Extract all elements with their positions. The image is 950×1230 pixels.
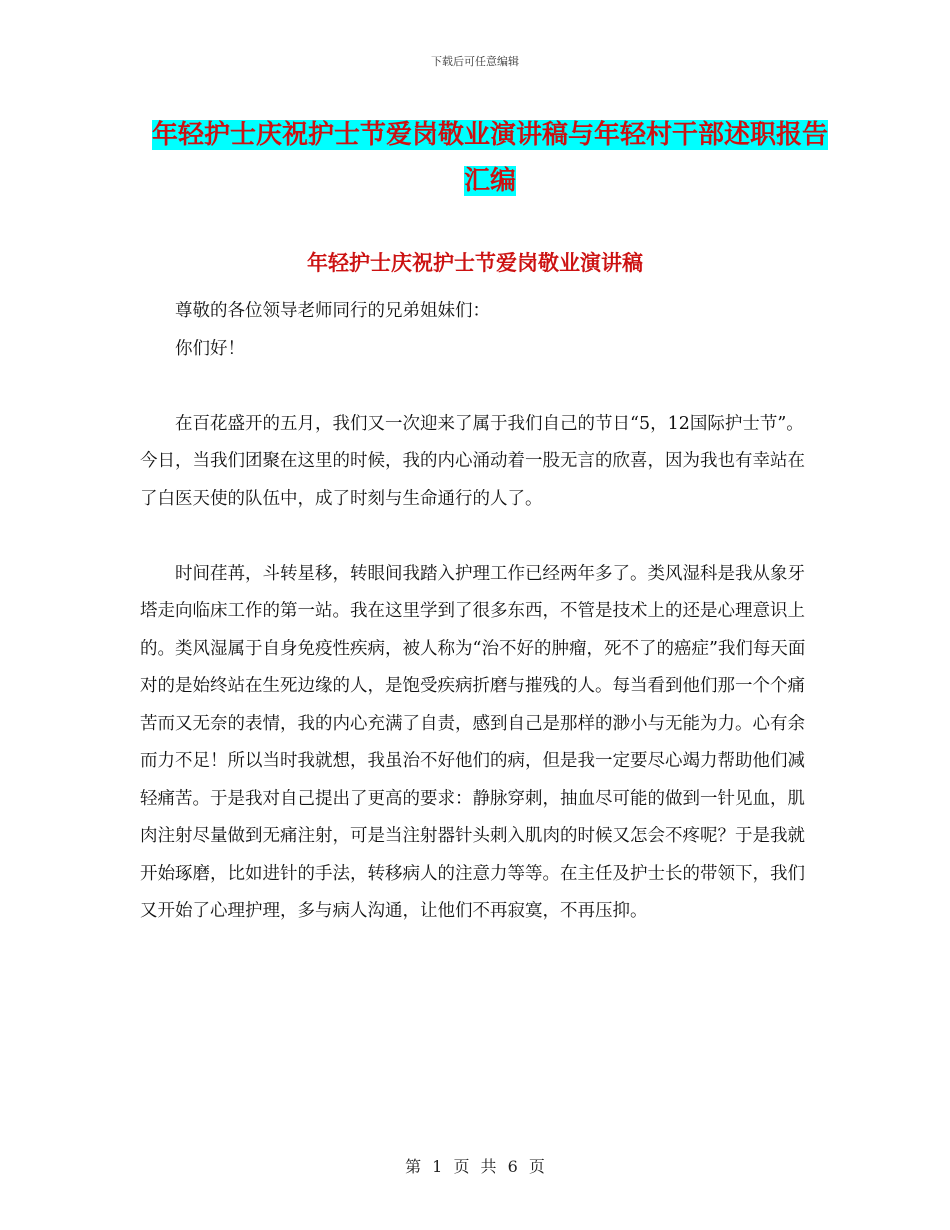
- main-title: [140, 112, 840, 204]
- paragraph: 时间荏苒，斗转星移，转眼间我踏入护理工作已经两年多了。类风湿科是我从象牙塔走向临床工作的第一站。我在这里学到了很多东西，不管是技术上的还是心理意识上的。类风湿属于自身免疫性疾病，被人称为“治不好的肿瘤，死不了的癌症”我们每天面对的是始终站在生死边缘的人，是饱受疾病折磨与摧残的人。每当看到他们那一个个痛苦而又无奈的表情，我的内心充满了自责，感到自己是那样的渺小与无能为力。心有余而力不足！所以当时我就想，我虽治不好他们的病，但是我一定要尽心竭力帮助他们减轻痛苦。于是我对自己提出了更高的要求：静脉穿刺，抽血尽可能的做到一针见血，肌肉注射尽量做到无痛注射，可是当注射器针头刺入肌肉的时候又怎会不疼呢？于是我就开始琢磨，比如进针的手法，转移病人的注意力等等。在主任及护士长的带领下，我们又开始了心理护理，多与病人沟通，让他们不再寂寞，不再压抑。: [140, 563, 806, 921]
- paragraph: 在百花盛开的五月，我们又一次迎来了属于我们自己的节日“5，12国际护士节”。今日，当我们团聚在这里的时候，我的内心涌动着一股无言的欣喜，因为我也有幸站在了白医天使的队伍中，成了时刻与生命通行的人了。: [140, 413, 805, 509]
- header-note: 下载后可任意编辑: [431, 55, 519, 68]
- body-text: [140, 293, 810, 931]
- paragraph-gap: [140, 368, 810, 406]
- sub-title: 年轻护士庆祝护士节爱岗敬业演讲稿: [307, 251, 643, 275]
- salutation: 尊敬的各位领导老师同行的兄弟姐妹们：: [175, 301, 490, 321]
- greeting: 你们好！: [175, 338, 245, 359]
- page-footer: 第 1 页 共 6 页: [405, 1157, 545, 1176]
- paragraph-gap: [140, 518, 810, 556]
- main-title-text: 年轻护士庆祝护士节爱岗敬业演讲稿与年轻村干部述职报告汇编: [151, 120, 828, 196]
